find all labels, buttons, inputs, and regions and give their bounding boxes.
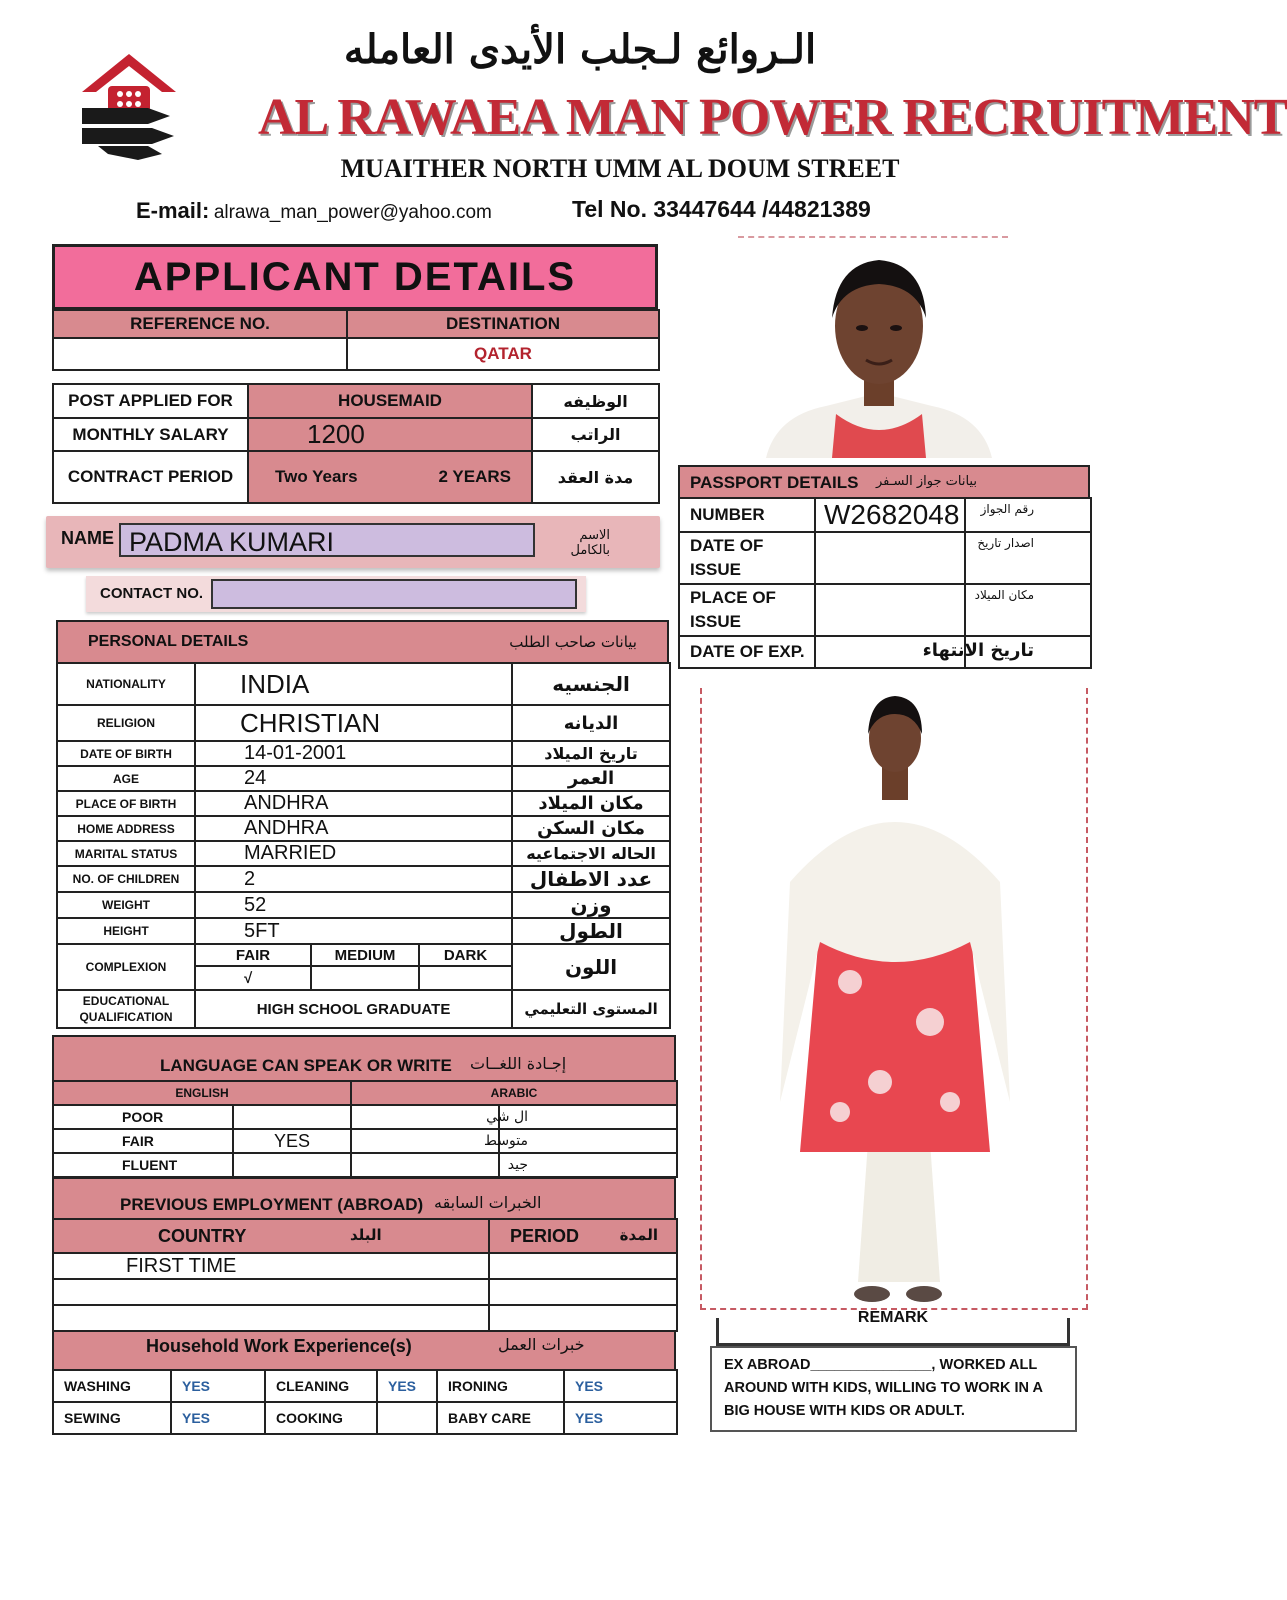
employment-title: PREVIOUS EMPLOYMENT (ABROAD) [120,1195,424,1214]
employment-table [52,1218,678,1332]
photo-divider [738,236,1008,238]
arabic-header: ARABIC [351,1081,677,1105]
language-title-arabic: إجـادة اللغــات [470,1054,567,1073]
education-label-1: EDUCATIONAL [82,994,170,1008]
language-arabic-level: متوسط [499,1129,677,1153]
employment-row [53,1279,677,1305]
destination-value: QATAR [347,338,659,370]
passport-row [679,636,1091,668]
household-item-value: YES [377,1370,437,1402]
remark-tab [716,1309,1070,1346]
portrait-photo [766,246,992,458]
personal-row [57,866,670,892]
personal-label: HEIGHT [57,918,195,944]
household-item-value: YES [171,1370,265,1402]
personal-arabic: عدد الاطفال [512,866,670,892]
household-item-value: YES [564,1402,677,1434]
passport-value: W2682048 [815,498,965,532]
contract-value: Two Years [248,451,390,503]
reference-destination-table [52,309,660,371]
remark-text: EX ABROAD_______________, WORKED ALL AROUND WITH KIDS, WILLING TO WORK IN A BIG HOUSE WITH KIDS OR ADULT. [724,1357,1043,1419]
personal-label: DATE OF BIRTH [57,741,195,766]
personal-label: PLACE OF BIRTH [57,791,195,816]
passport-row [679,498,1091,532]
personal-label: AGE [57,766,195,791]
personal-value: ANDHRA [195,816,512,841]
household-row [53,1370,677,1402]
personal-label: WEIGHT [57,892,195,918]
personal-arabic: الحاله الاجتماعيه [512,841,670,866]
personal-arabic: مكان الميلاد [512,791,670,816]
language-level: POOR [53,1105,233,1129]
personal-row [57,663,670,705]
household-item-value [377,1402,437,1434]
employment-period [489,1253,677,1279]
household-item-value: YES [171,1402,265,1434]
email-line [136,198,556,224]
complexion-fair: FAIR [195,944,311,966]
company-arabic-name: الـروائع لـجلب الأيدى العامله [343,26,817,73]
company-name: AL RAWAEA MAN POWER RECRUITMENT [258,89,1287,146]
passport-header [678,465,1090,499]
language-arabic-value [351,1153,499,1177]
employment-period [489,1279,677,1305]
personal-arabic: الطول [512,918,670,944]
personal-arabic: وزن [512,892,670,918]
personal-value: ANDHRA [195,791,512,816]
country-arabic: البلد [350,1226,382,1244]
education-value: HIGH SCHOOL GRADUATE [195,990,512,1028]
personal-arabic: الديانه [512,705,670,741]
reference-label: REFERENCE NO. [53,310,347,338]
personal-row [57,766,670,791]
employment-period [489,1305,677,1331]
personal-value: 24 [195,766,512,791]
household-item-value: YES [564,1370,677,1402]
passport-arabic: تاريخ الانتهاء [965,636,1091,668]
english-header: ENGLISH [53,1081,351,1105]
personal-row [57,816,670,841]
passport-value [815,532,965,584]
personal-details-table [56,662,671,1029]
period-header [489,1219,677,1253]
language-header [52,1035,676,1081]
passport-row [679,532,1091,584]
education-arabic: المستوى التعليمي [512,990,670,1028]
personal-label: RELIGION [57,705,195,741]
household-item-label: WASHING [53,1370,171,1402]
language-english-value: YES [233,1129,351,1153]
household-row [53,1402,677,1434]
employment-row [53,1253,677,1279]
email-label: E-mail: [136,198,210,223]
post-arabic: الوظيفه [532,384,659,418]
personal-row [57,841,670,866]
contract-value-2: 2 YEARS [390,451,532,503]
contract-arabic: مدة العقد [532,451,659,503]
household-item-label: IRONING [437,1370,564,1402]
post-table [52,383,660,504]
language-row [53,1129,677,1153]
language-arabic-level: ال شي [499,1105,677,1129]
employment-country: FIRST TIME [53,1253,489,1279]
personal-value: CHRISTIAN [195,705,512,741]
language-row [53,1105,677,1129]
complexion-medium: MEDIUM [311,944,419,966]
salary-value: 1200 [248,418,532,451]
complexion-medium-mark [311,966,419,990]
reference-value [53,338,347,370]
household-item-label: CLEANING [265,1370,377,1402]
personal-value: 2 [195,866,512,892]
complexion-label: COMPLEXION [57,944,195,990]
passport-table [678,497,1092,669]
personal-label: NATIONALITY [57,663,195,705]
period-label: PERIOD [510,1225,580,1246]
personal-row [57,741,670,766]
employment-row [53,1305,677,1331]
personal-label: NO. OF CHILDREN [57,866,195,892]
employment-country [53,1305,489,1331]
language-row [53,1153,677,1177]
passport-row [679,584,1091,636]
company-address: MUAITHER NORTH UMM AL DOUM STREET [340,154,900,183]
personal-row [57,791,670,816]
personal-row [57,918,670,944]
passport-label: PLACE OF ISSUE [679,584,815,636]
passport-label: DATE OF EXP. [679,636,815,668]
personal-label: MARITAL STATUS [57,841,195,866]
passport-label: DATE OF ISSUE [679,532,815,584]
language-arabic-level: جيد [499,1153,677,1177]
period-arabic: المدة [619,1226,658,1244]
personal-value: INDIA [195,663,512,705]
personal-arabic: الجنسيه [512,663,670,705]
email-link[interactable]: alrawa_man_power@yahoo.com [213,202,492,223]
personal-row [57,705,670,741]
contact-field[interactable] [211,579,577,609]
employment-header [52,1177,676,1219]
contract-label: CONTRACT PERIOD [53,451,248,503]
name-arabic: الاسم بالكامل [570,528,610,558]
personal-arabic: العمر [512,766,670,791]
remark-box [710,1346,1077,1432]
passport-title: PASSPORT DETAILS [690,473,859,492]
applicant-details-title: APPLICANT DETAILS [52,244,658,310]
personal-label: HOME ADDRESS [57,816,195,841]
household-table [52,1369,678,1435]
household-item-label: BABY CARE [437,1402,564,1434]
education-label-2: QUALIFICATION [79,1010,173,1024]
full-body-photo [780,682,1010,1308]
personal-details-arabic: بيانات صاحب الطلب [509,633,637,651]
employment-title-arabic: الخبرات السابقه [434,1193,542,1212]
passport-label: NUMBER [679,498,815,532]
country-label: COUNTRY [158,1225,247,1246]
post-value: HOUSEMAID [248,384,532,418]
personal-value: 5FT [195,918,512,944]
household-item-label: COOKING [265,1402,377,1434]
personal-arabic: تاريخ الميلاد [512,741,670,766]
household-title-arabic: خبرات العمل [498,1335,585,1354]
country-header [53,1219,489,1253]
employment-country [53,1279,489,1305]
personal-details-header [56,620,669,664]
personal-details-title: PERSONAL DETAILS [88,633,249,650]
salary-arabic: الراتب [532,418,659,451]
personal-value: MARRIED [195,841,512,866]
passport-arabic: مكان الميلاد [965,584,1091,636]
language-english-value [233,1153,351,1177]
complexion-fair-mark: √ [195,966,311,990]
household-item-label: SEWING [53,1402,171,1434]
contact-label: CONTACT NO. [100,585,204,602]
household-title: Household Work Experience(s) [146,1336,412,1356]
language-english-value [233,1105,351,1129]
complexion-arabic: اللون [512,944,670,990]
passport-arabic: رقم الجواز [965,498,1091,532]
salary-label: MONTHLY SALARY [53,418,248,451]
personal-value: 14-01-2001 [195,741,512,766]
personal-value: 52 [195,892,512,918]
destination-label: DESTINATION [347,310,659,338]
language-level: FAIR [53,1129,233,1153]
telephone: Tel No. 33447644 /44821389 [572,196,871,222]
language-level: FLUENT [53,1153,233,1177]
name-field[interactable]: PADMA KUMARI [119,523,535,557]
language-arabic-value [351,1105,499,1129]
post-label: POST APPLIED FOR [53,384,248,418]
household-header [52,1330,676,1370]
education-label [57,990,195,1028]
remark-title: REMARK [857,1309,929,1326]
language-title: LANGUAGE CAN SPEAK OR WRITE [160,1056,452,1075]
passport-value [815,584,965,636]
name-label: NAME [61,528,114,548]
complexion-dark: DARK [419,944,512,966]
language-table [52,1080,678,1178]
complexion-dark-mark [419,966,512,990]
personal-row [57,892,670,918]
personal-arabic: مكان السكن [512,816,670,841]
passport-arabic: اصدار تاريخ [965,532,1091,584]
passport-title-arabic: بيانات جواز السـفر [876,474,977,489]
language-arabic-value [351,1129,499,1153]
company-logo-icon [78,50,180,162]
